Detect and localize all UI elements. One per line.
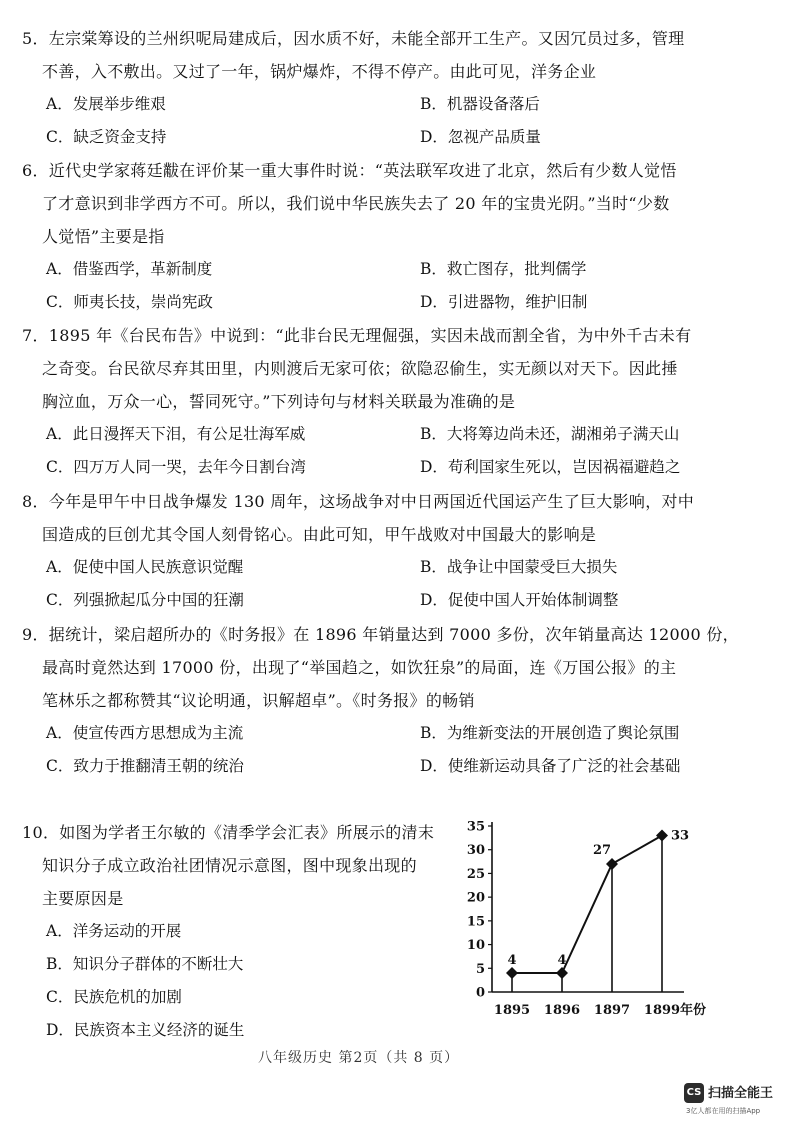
- y-tick-label: 15: [466, 914, 485, 930]
- y-tick-label: 35: [466, 819, 485, 835]
- question-stem-line: 了才意识到非学西方不可。所以，我们说中华民族失去了 20 年的宝贵光阴。”当时“少数: [42, 194, 670, 213]
- option-a: A．此日漫挥天下泪，有公足壮海军威: [46, 425, 306, 443]
- data-label: 4: [557, 953, 567, 969]
- x-tick-label: 1896: [543, 1003, 581, 1018]
- question-9: [22, 618, 782, 783]
- y-tick-label: 5: [475, 961, 485, 977]
- series-line: [512, 835, 662, 973]
- question-stem-line: 笔林乐之都称赞其“议论明通，识解超卓”。《时务报》的畅销: [42, 691, 475, 710]
- question-stem-line: 8．今年是甲午中日战争爆发 130 周年，这场战争对中日两国近代国运产生了巨大影响，对中: [22, 492, 695, 511]
- camscanner-logo-icon: CS: [684, 1083, 704, 1103]
- option-d: D．促使中国人开始体制调整: [420, 591, 619, 609]
- data-label: 27: [592, 842, 612, 858]
- question-stem-line: 6．近代史学家蒋廷黻在评价某一重大事件时说：“英法联军攻进了北京，然后有少数人觉悟: [22, 161, 677, 180]
- option-b: B．机器设备落后: [420, 95, 540, 113]
- option-d: D．引进器物，维护旧制: [420, 293, 588, 311]
- scanner-watermark: [684, 1081, 794, 1121]
- question-6: [22, 154, 782, 319]
- question-10: [22, 816, 462, 1047]
- option-c: C．缺乏资金支持: [46, 128, 167, 146]
- data-point-marker: [556, 967, 568, 979]
- y-tick-label: 0: [475, 985, 485, 1001]
- x-tick-label: 1895: [493, 1003, 531, 1018]
- question-stem-line: 7．1895 年《台民布告》中说到：“此非台民无理倔强，实因未战而割全省，为中外千古未有: [22, 326, 692, 345]
- page-footer: 八年级历史 第2页（共 8 页）: [258, 1050, 460, 1066]
- y-tick-label: 30: [466, 843, 485, 859]
- question-5: [22, 22, 782, 154]
- option-c: C．列强掀起瓜分中国的狂潮: [46, 591, 244, 609]
- x-axis-unit-label: 年份: [680, 1003, 707, 1018]
- option-b: B．大将筹边尚未还，湖湘弟子满天山: [420, 425, 680, 443]
- question-stem-line: 最高时竟然达到 17000 份，出现了“举国趋之，如饮狂泉”的局面，连《万国公报》的主: [42, 658, 677, 677]
- option-b: B．战争让中国蒙受巨大损失: [420, 558, 618, 576]
- x-tick-label: 1897: [593, 1003, 631, 1018]
- option-c: C．民族危机的加剧: [46, 988, 182, 1006]
- watermark-subtitle: 3亿人都在用的扫描App: [686, 1107, 761, 1115]
- option-c: C．致力于推翻清王朝的统治: [46, 757, 244, 775]
- option-a: A．借鉴西学，革新制度: [46, 260, 213, 278]
- x-tick-label: 1899: [643, 1003, 681, 1018]
- option-a: A．洋务运动的开展: [46, 922, 182, 940]
- question-stem-line: 人觉悟”主要是指: [42, 227, 165, 246]
- question-stem-line: 不善，入不敷出。又过了一年，锅炉爆炸，不得不停产。由此可见，洋务企业: [42, 62, 597, 81]
- data-label: 4: [507, 953, 517, 969]
- data-point-marker: [656, 829, 668, 841]
- question-stem-line: 10．如图为学者王尔敏的《清季学会汇表》所展示的清末: [22, 823, 435, 842]
- option-a: A．发展举步维艰: [46, 95, 166, 113]
- question-7: [22, 319, 782, 484]
- data-point-marker: [506, 967, 518, 979]
- question-stem-line: 5．左宗棠筹设的兰州织呢局建成后，因水质不好，未能全部开工生产。又因冗员过多，管理: [22, 29, 685, 48]
- y-tick-label: 25: [466, 866, 485, 882]
- question-stem-line: 主要原因是: [42, 889, 124, 908]
- y-tick-label: 10: [466, 938, 485, 954]
- option-d: D．使维新运动具备了广泛的社会基础: [420, 757, 681, 775]
- question-stem-line: 之奇变。台民欲尽弃其田里，内则渡后无家可依；欲隐忍偷生，实无颜以对天下。因此捶: [42, 359, 678, 378]
- question-stem-line: 9．据统计，梁启超所办的《时务报》在 1896 年销量达到 7000 多份，次年销量高达 12000 份，: [22, 625, 739, 644]
- y-tick-label: 20: [466, 890, 485, 906]
- data-point-marker: [606, 858, 618, 870]
- option-b: B．救亡图存，批判儒学: [420, 260, 587, 278]
- data-label: 33: [671, 828, 690, 844]
- question-stem-line: 知识分子成立政治社团情况示意图，图中现象出现的: [42, 856, 417, 875]
- option-c: C．四万万人同一哭，去年今日割台湾: [46, 458, 306, 476]
- option-a: A．促使中国人民族意识觉醒: [46, 558, 244, 576]
- option-d: D．民族资本主义经济的诞生: [46, 1021, 245, 1039]
- society-count-chart: [462, 814, 722, 1024]
- question-stem-line: 国造成的巨创尤其令国人刻骨铭心。由此可知，甲午战败对中国最大的影响是: [42, 525, 597, 544]
- option-d: D．忽视产品质量: [420, 128, 541, 146]
- watermark-name: 扫描全能王: [708, 1086, 774, 1101]
- option-a: A．使宣传西方思想成为主流: [46, 724, 244, 742]
- question-8: [22, 485, 782, 617]
- option-b: B．为维新变法的开展创造了舆论氛围: [420, 724, 680, 742]
- option-b: B．知识分子群体的不断壮大: [46, 955, 244, 973]
- question-stem-line: 胸泣血，万众一心，誓同死守。”下列诗句与材料关联最为准确的是: [42, 392, 516, 411]
- option-c: C．师夷长技，崇尚宪政: [46, 293, 213, 311]
- option-d: D．苟利国家生死以，岂因祸福避趋之: [420, 458, 681, 476]
- line-chart-svg: [462, 814, 722, 1024]
